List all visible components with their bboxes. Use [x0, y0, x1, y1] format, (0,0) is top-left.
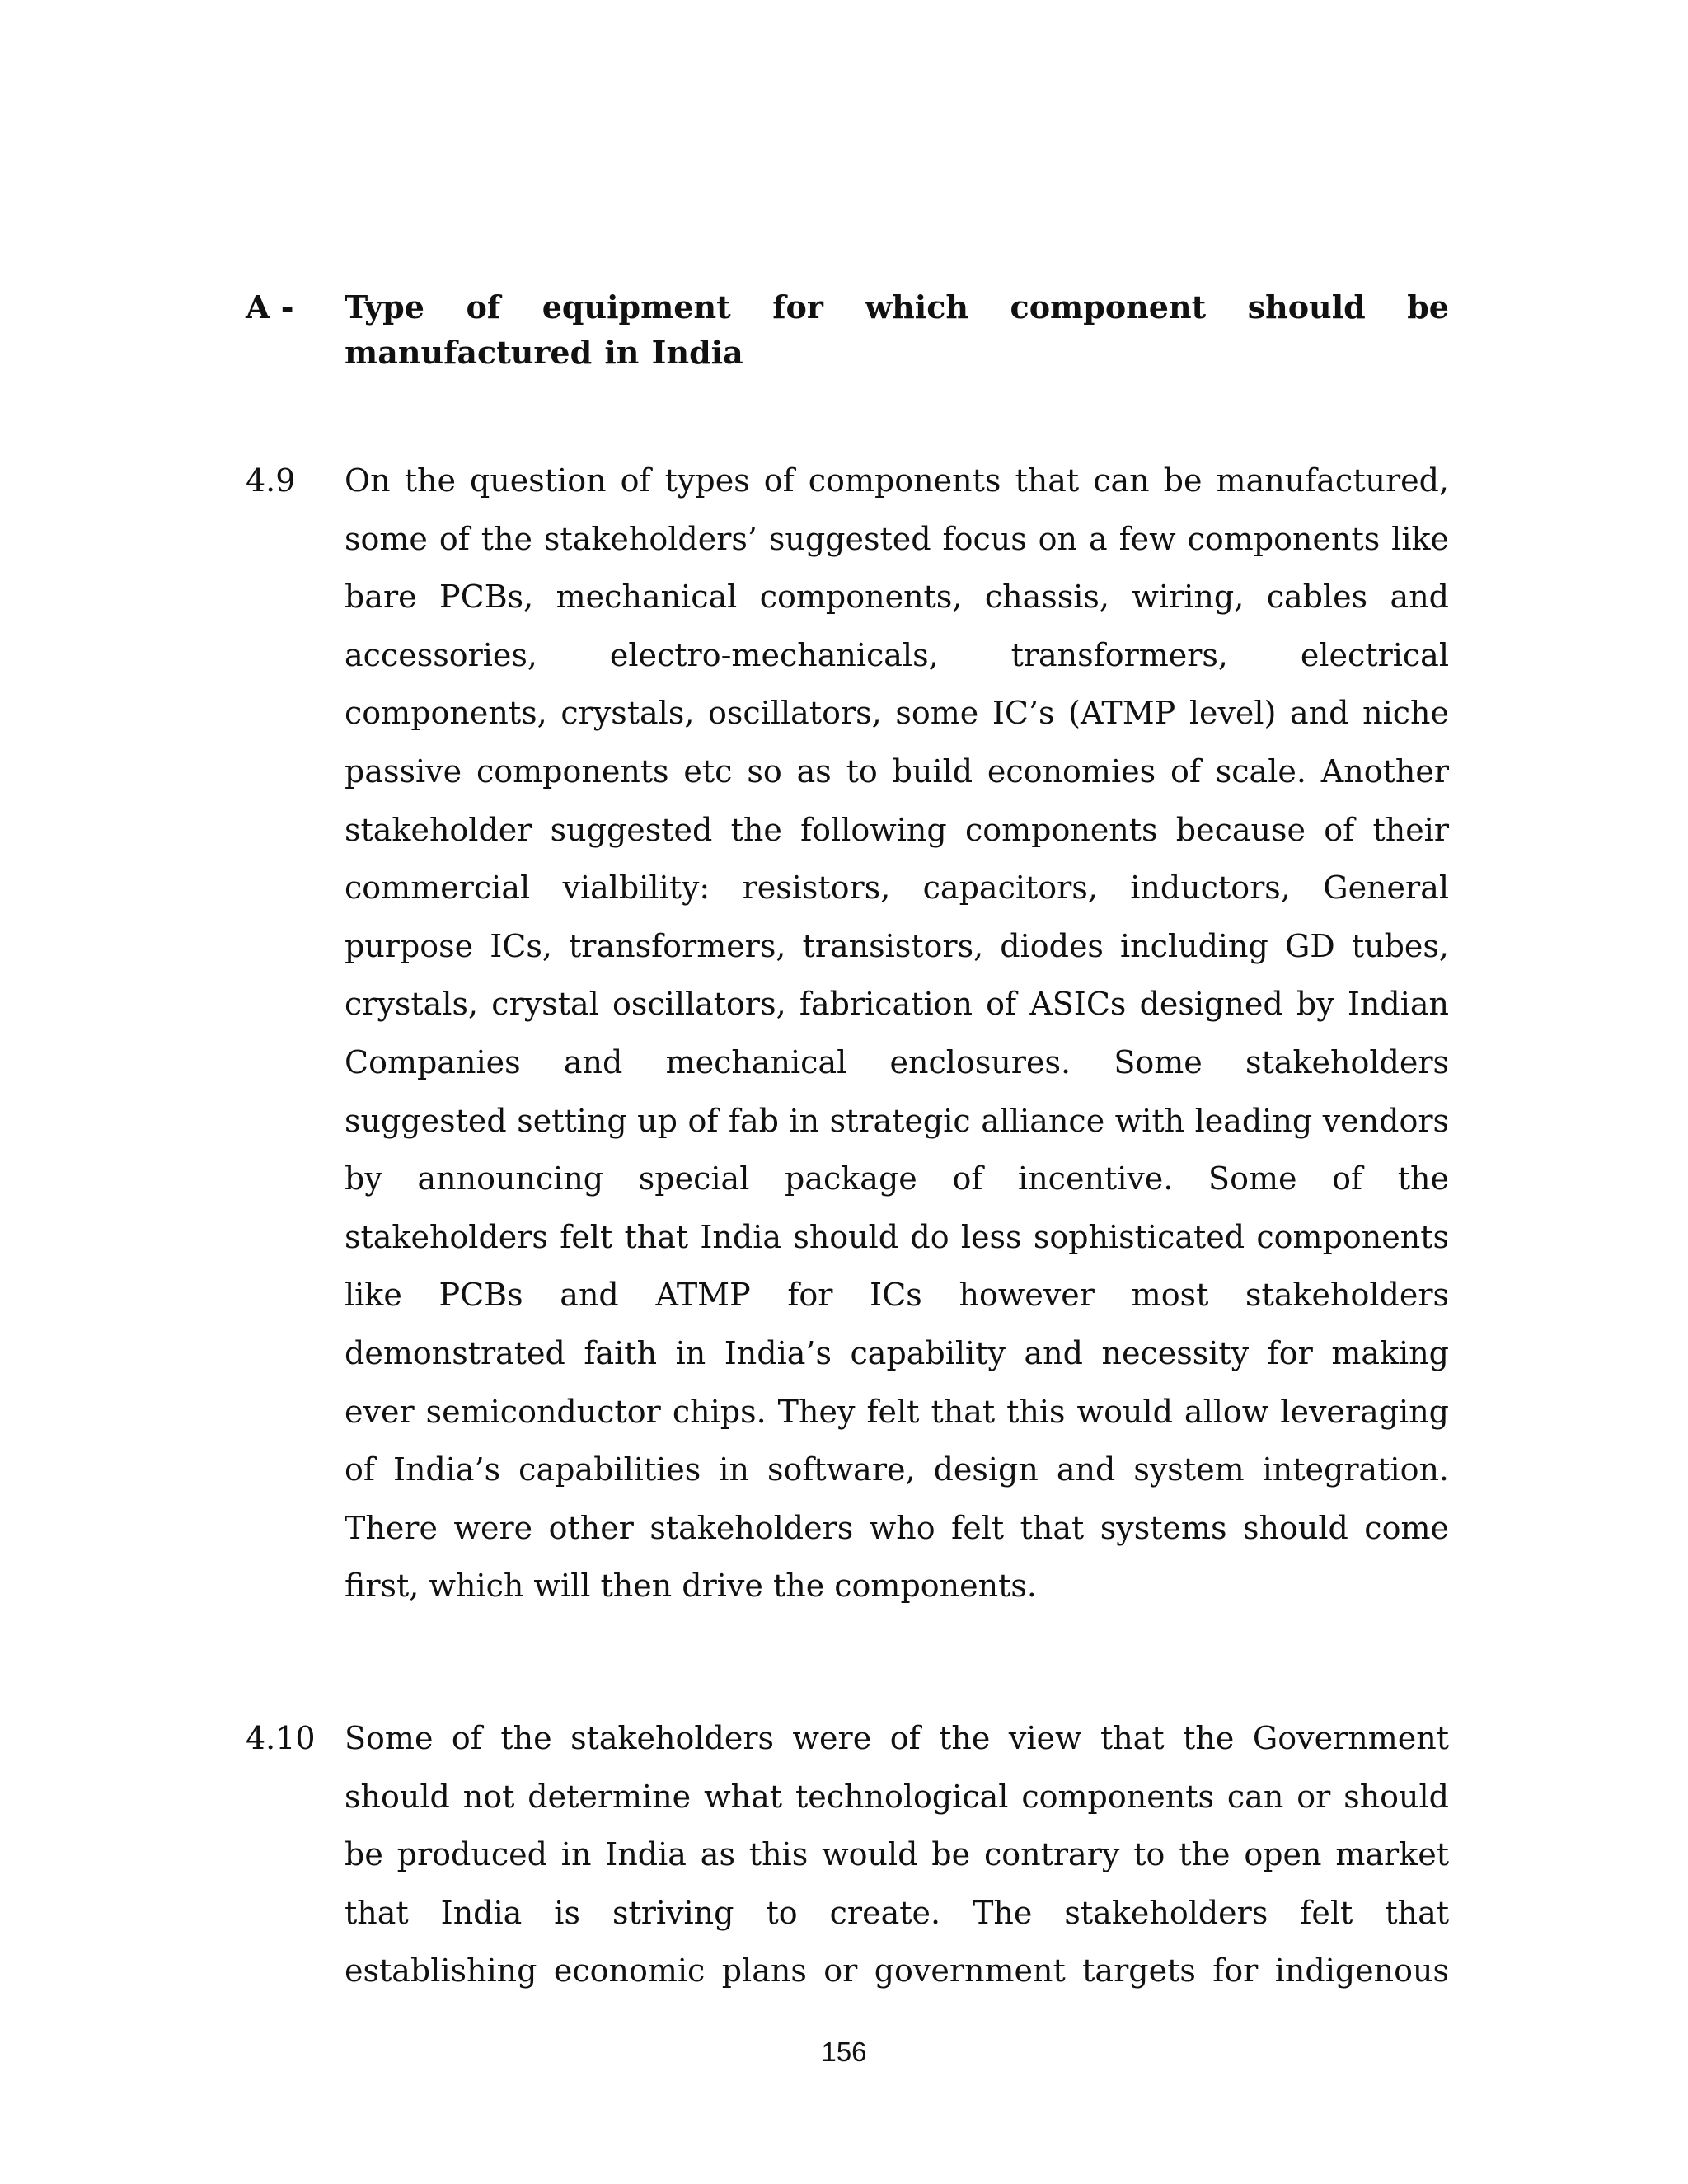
paragraph-text: Some of the stakeholders were of the view that the Government should not determine what technological components can or should be produced in India as this would be contrary to the open market that India is striving to create. The stakeholders felt that establishing economic plans or government targets for indigenous [345, 1720, 1449, 1990]
paragraph-number: 4.10 [246, 1720, 316, 1756]
page-number: 156 [821, 2036, 867, 2067]
section-marker: A - [246, 288, 294, 326]
paragraph-number: 4.9 [246, 462, 296, 499]
section-title: Type of equipment for which component should be manufactured in India [345, 288, 1449, 371]
paragraph-text: On the question of types of components that can be manufactured, some of the stakeholders’ suggested focus on a few components like bare PCBs, mechanical components, chassis, wiring, cables and accessories, electro-mechanicals, transformers, electrical components, crystals, oscillators, some IC’s (ATMP level) and niche passive components etc so as to build economies of scale. Another stakeholder suggested the following components because of their commercial vialbility: resistors, capacitors, inductors, General purpose ICs, transformers, transistors, diodes including GD tubes, crystals, crystal oscillators, fabrication of ASICs designed by Indian Companies and mechanical enclosures. Some stakeholders suggested setting up of fab in strategic alliance with leading vendors by announcing special package of incentive. Some of the stakeholders felt that India should do less sophisticated components like PCBs and ATMP for ICs however most stakeholders demonstrated faith in India’s capability and necessity for making ever semiconductor chips. They felt that this would allow leveraging of India’s capabilities in software, design and system integration. There were other stakeholders who felt that systems should come first, which will then drive the components. [345, 462, 1449, 1605]
